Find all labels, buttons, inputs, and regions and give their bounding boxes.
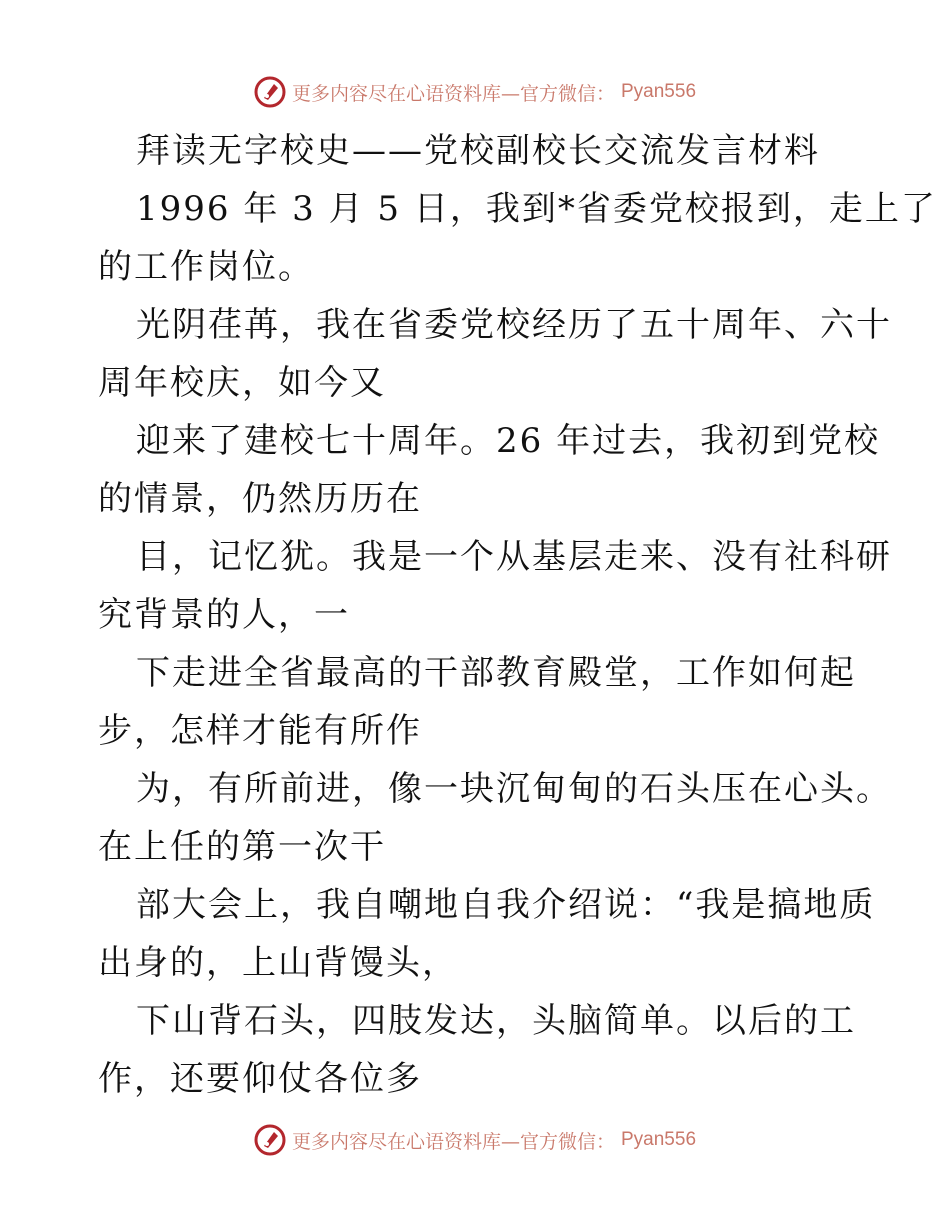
header-banner	[0, 72, 950, 112]
text-line: 1996 年 3 月 5 日，我到*省委党校报到，走上了	[136, 189, 937, 229]
text-line: 为，有所前进，像一块沉甸甸的石头压在心头。	[136, 769, 892, 809]
text-line: 在上任的第一次干	[98, 827, 386, 867]
text-line: 究背景的人，一	[98, 595, 350, 635]
text-line: 迎来了建校七十周年。26 年过去，我初到党校	[136, 421, 881, 461]
footer-banner	[0, 1120, 950, 1160]
text-line: 作，还要仰仗各位多	[98, 1059, 422, 1099]
banner-text: 更多内容尽在心语资料库—官方微信：	[291, 1130, 615, 1153]
document-body	[98, 122, 937, 1108]
text-line: 步，怎样才能有所作	[98, 711, 422, 751]
text-line: 部大会上，我自嘲地自我介绍说：“我是搞地质	[136, 885, 876, 925]
text-line: 目，记忆犹。我是一个从基层走来、没有社科研	[136, 537, 892, 577]
document-title: 拜读无字校史——党校副校长交流发言材料	[136, 131, 820, 171]
text-line: 周年校庆，如今又	[98, 363, 386, 403]
pen-nib-logo-icon	[254, 1124, 286, 1156]
text-line: 下走进全省最高的干部教育殿堂，工作如何起	[136, 653, 856, 693]
banner-text: 更多内容尽在心语资料库—官方微信：	[291, 82, 615, 105]
banner-wechat-id: Pyan556	[621, 81, 697, 102]
text-line: 的情景，仍然历历在	[98, 479, 422, 519]
pen-nib-logo-icon	[254, 76, 286, 108]
header-banner-content	[254, 76, 696, 108]
footer-banner-content	[254, 1124, 696, 1156]
text-line: 光阴荏苒，我在省委党校经历了五十周年、六十	[136, 305, 892, 345]
banner-wechat-id: Pyan556	[621, 1129, 697, 1150]
text-line: 下山背石头，四肢发达，头脑简单。以后的工	[136, 1001, 856, 1041]
text-line: 的工作岗位。	[98, 247, 314, 287]
text-line: 出身的，上山背馒头，	[98, 943, 458, 983]
